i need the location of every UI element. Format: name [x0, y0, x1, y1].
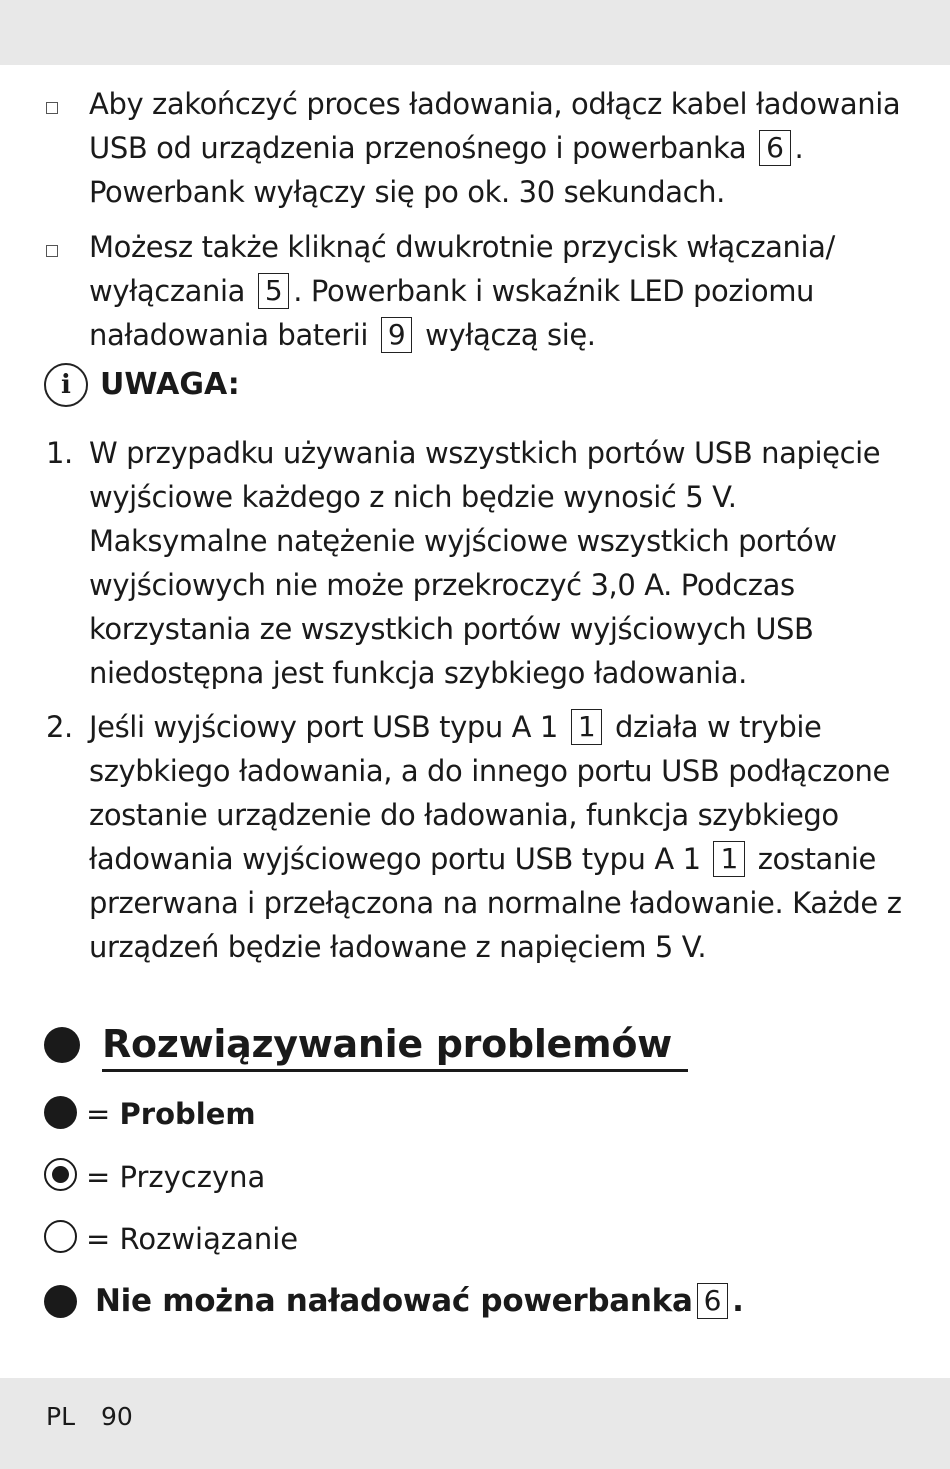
problem-heading: [95, 1278, 744, 1324]
legend-problem-label: Problem: [119, 1097, 256, 1131]
section-title: Rozwiązywanie problemów: [102, 1022, 672, 1066]
bullet-paragraph: [89, 82, 909, 214]
note-title: UWAGA:: [100, 367, 240, 402]
bullet-text: wyłączą się.: [416, 318, 596, 352]
bullet-square-icon: [46, 245, 58, 257]
legend-problem: [86, 1094, 256, 1134]
bullet-paragraph: [89, 225, 909, 357]
bullet-text: . Powerbank i wskaźnik LED poziomu naładowania baterii: [89, 274, 815, 352]
top-band: [0, 0, 950, 65]
page-footer: [46, 1400, 159, 1434]
problem-heading-text: Nie można naładować powerbanka: [95, 1283, 693, 1319]
ref-box: 6: [759, 130, 790, 166]
ref-box: 9: [381, 317, 412, 353]
bullet-text: Aby zakończyć proces ładowania, odłącz kabel ładowania USB od urządzenia przenośnego i powerbanka: [89, 87, 901, 165]
numbered-text: Jeśli wyjściowy port USB typu A 1: [89, 710, 567, 744]
cause-icon: [44, 1158, 77, 1191]
solution-icon: [44, 1220, 77, 1253]
legend-eq: =: [86, 1097, 120, 1131]
legend-solution: = Rozwiązanie: [86, 1222, 299, 1256]
ref-box: 1: [713, 841, 744, 877]
footer-lang: PL: [46, 1402, 76, 1431]
section-underline: [102, 1069, 688, 1072]
ref-box: 1: [571, 709, 602, 745]
problem-bullet-icon: [44, 1285, 77, 1318]
ref-box: 5: [258, 273, 289, 309]
ref-box: 6: [697, 1283, 729, 1319]
legend-cause: = Przyczyna: [86, 1160, 266, 1194]
list-number: 2.: [46, 710, 73, 744]
info-icon: i: [44, 363, 88, 407]
numbered-paragraph: W przypadku używania wszystkich portów USB napięcie wyjściowe każdego z nich będzie wynosić 5 V. Maksymalne natężenie wyjściowe wszystkich portów wyjściowych nie może przekroczyć 3,0 A. Podczas korzystania ze wszystkich portów wyjściowych USB niedostępna jest funkcja szybkiego ładowania.: [89, 436, 881, 690]
problem-icon: [44, 1096, 77, 1129]
section-bullet-icon: [44, 1027, 80, 1063]
bullet-square-icon: [46, 102, 58, 114]
list-number: 1.: [46, 436, 73, 470]
numbered-paragraph: [89, 705, 909, 969]
problem-heading-end: .: [732, 1283, 744, 1319]
numbered-text: zostanie przerwana i przełączona na normalne ładowanie. Każde z urządzeń będzie ładowane z napięciem 5 V.: [89, 842, 902, 964]
bullet-text: Możesz także kliknąć dwukrotnie przycisk włączania/ wyłączania: [89, 230, 835, 308]
page-number: 90: [101, 1402, 133, 1431]
numbered-text: działa w trybie szybkiego ładowania, a do innego portu USB podłączone zostanie urządzenie do ładowania, funkcja szybkiego ładowania wyjściowego portu USB typu A 1: [89, 710, 890, 876]
bullet-text: . Powerbank wyłączy się po ok. 30 sekundach.: [89, 131, 804, 209]
